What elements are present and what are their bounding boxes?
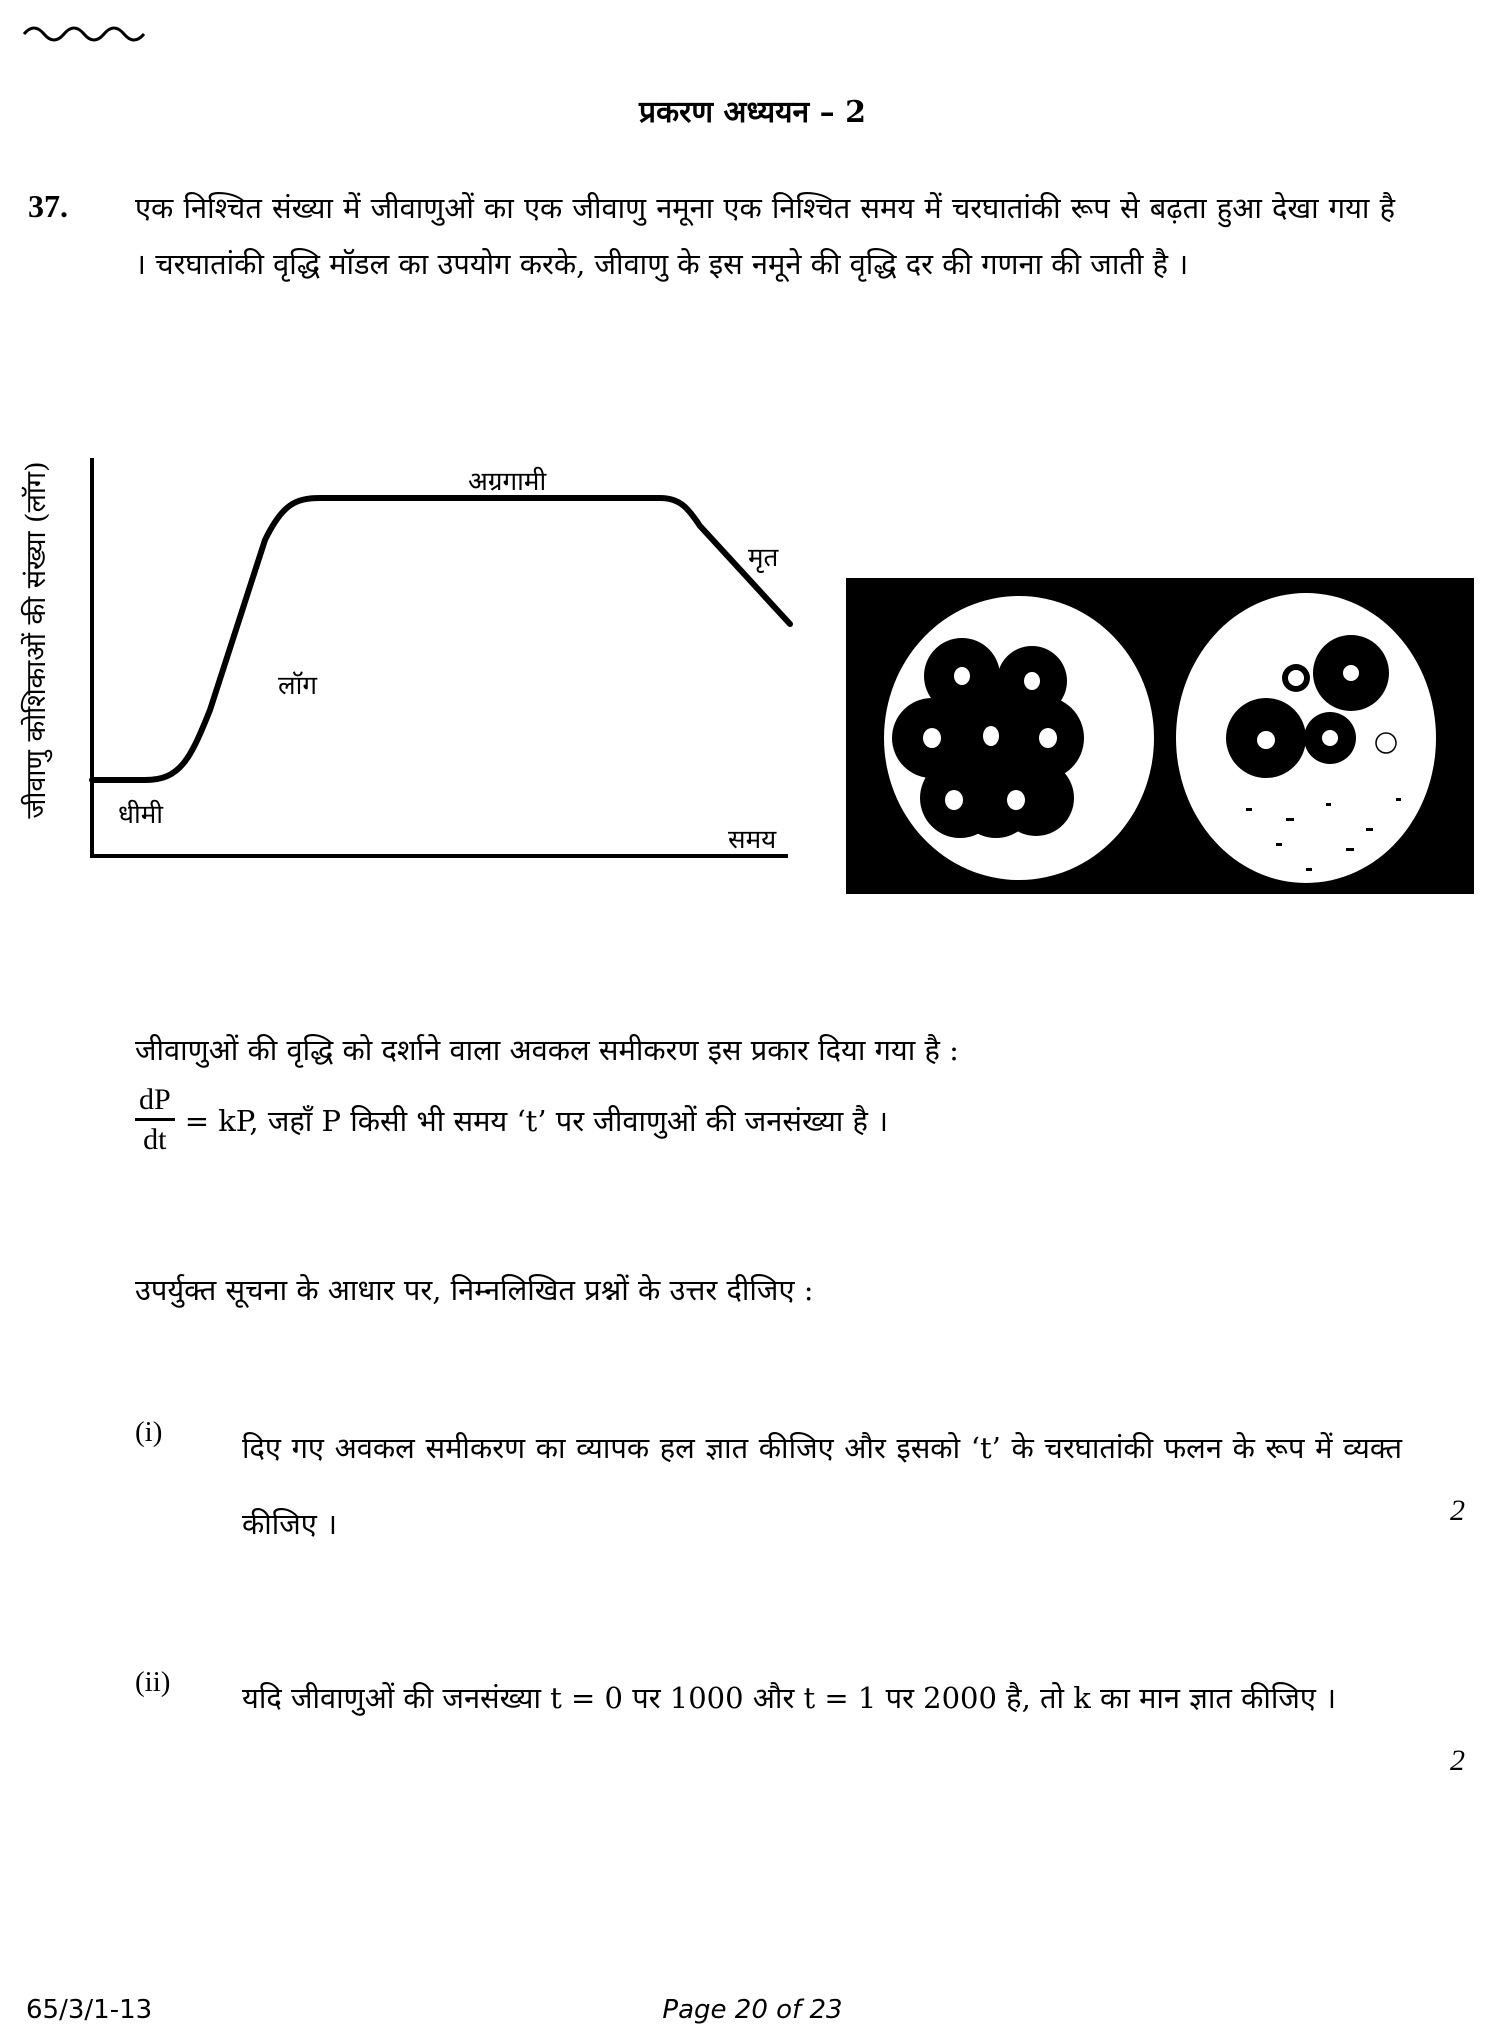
part-i-label: (i) — [135, 1416, 163, 1448]
part-i-text: दिए गए अवकल समीकरण का व्यापक हल ज्ञात कीजिए और इसको ‘t’ के चरघातांकी फलन के रूप में व्यक्त कीजिए । — [242, 1431, 1402, 1541]
phase-label-log: लॉग — [278, 671, 318, 701]
chart-x-axis-label: समय — [728, 825, 777, 855]
petri-dish-illustration — [846, 578, 1474, 894]
growth-curve-chart — [20, 430, 800, 910]
question-intro: एक निश्चित संख्या में जीवाणुओं का एक जीवाणु नमूना एक निश्चित समय में चरघातांकी रूप से बढ़ता हुआ देखा गया है । चरघातांकी वृद्धि मॉडल का उपयोग करके, जीवाणु के इस नमूने की वृद्धि दर की गणना की जाती है । — [135, 191, 1395, 281]
equation-text: = kP, जहाँ P किसी भी समय ‘t’ पर जीवाणुओं की जनसंख्या है । — [184, 1104, 889, 1138]
section-title: प्रकरण अध्ययन – 2 — [639, 95, 866, 130]
paper-code: 65/3/1-13 — [26, 1995, 153, 2025]
growth-curve-svg — [20, 430, 800, 910]
part-i-marks: 2 — [1450, 1494, 1465, 1527]
derivative-fraction — [135, 1082, 175, 1159]
chart-y-axis-label: जीवाणु कोशिकाओं की संख्या (लॉग) — [21, 461, 52, 819]
petri-dish-photo — [846, 578, 1474, 894]
part-ii-text: यदि जीवाणुओं की जनसंख्या t = 0 पर 1000 और t = 1 पर 2000 है, तो k का मान ज्ञात कीजिए । — [242, 1681, 1337, 1715]
part-ii-marks: 2 — [1450, 1744, 1465, 1777]
instruction-text: उपर्युक्त सूचना के आधार पर, निम्नलिखित प्रश्नों के उत्तर दीजिए : — [135, 1273, 814, 1307]
fraction-numerator: dP — [135, 1082, 175, 1121]
differential-equation — [135, 1082, 1395, 1159]
part-ii-label: (ii) — [135, 1666, 171, 1698]
question-number: 37. — [28, 188, 68, 224]
fraction-denominator: dt — [143, 1123, 167, 1156]
page-number: Page 20 of 23 — [662, 1995, 843, 2025]
phase-label-lag: धीमी — [118, 800, 164, 830]
wave-mark-icon — [22, 22, 152, 52]
ode-intro: जीवाणुओं की वृद्धि को दर्शाने वाला अवकल समीकरण इस प्रकार दिया गया है : — [135, 1033, 959, 1067]
phase-label-stationary: अग्रगामी — [468, 467, 547, 497]
phase-label-death: मृत — [748, 543, 779, 573]
